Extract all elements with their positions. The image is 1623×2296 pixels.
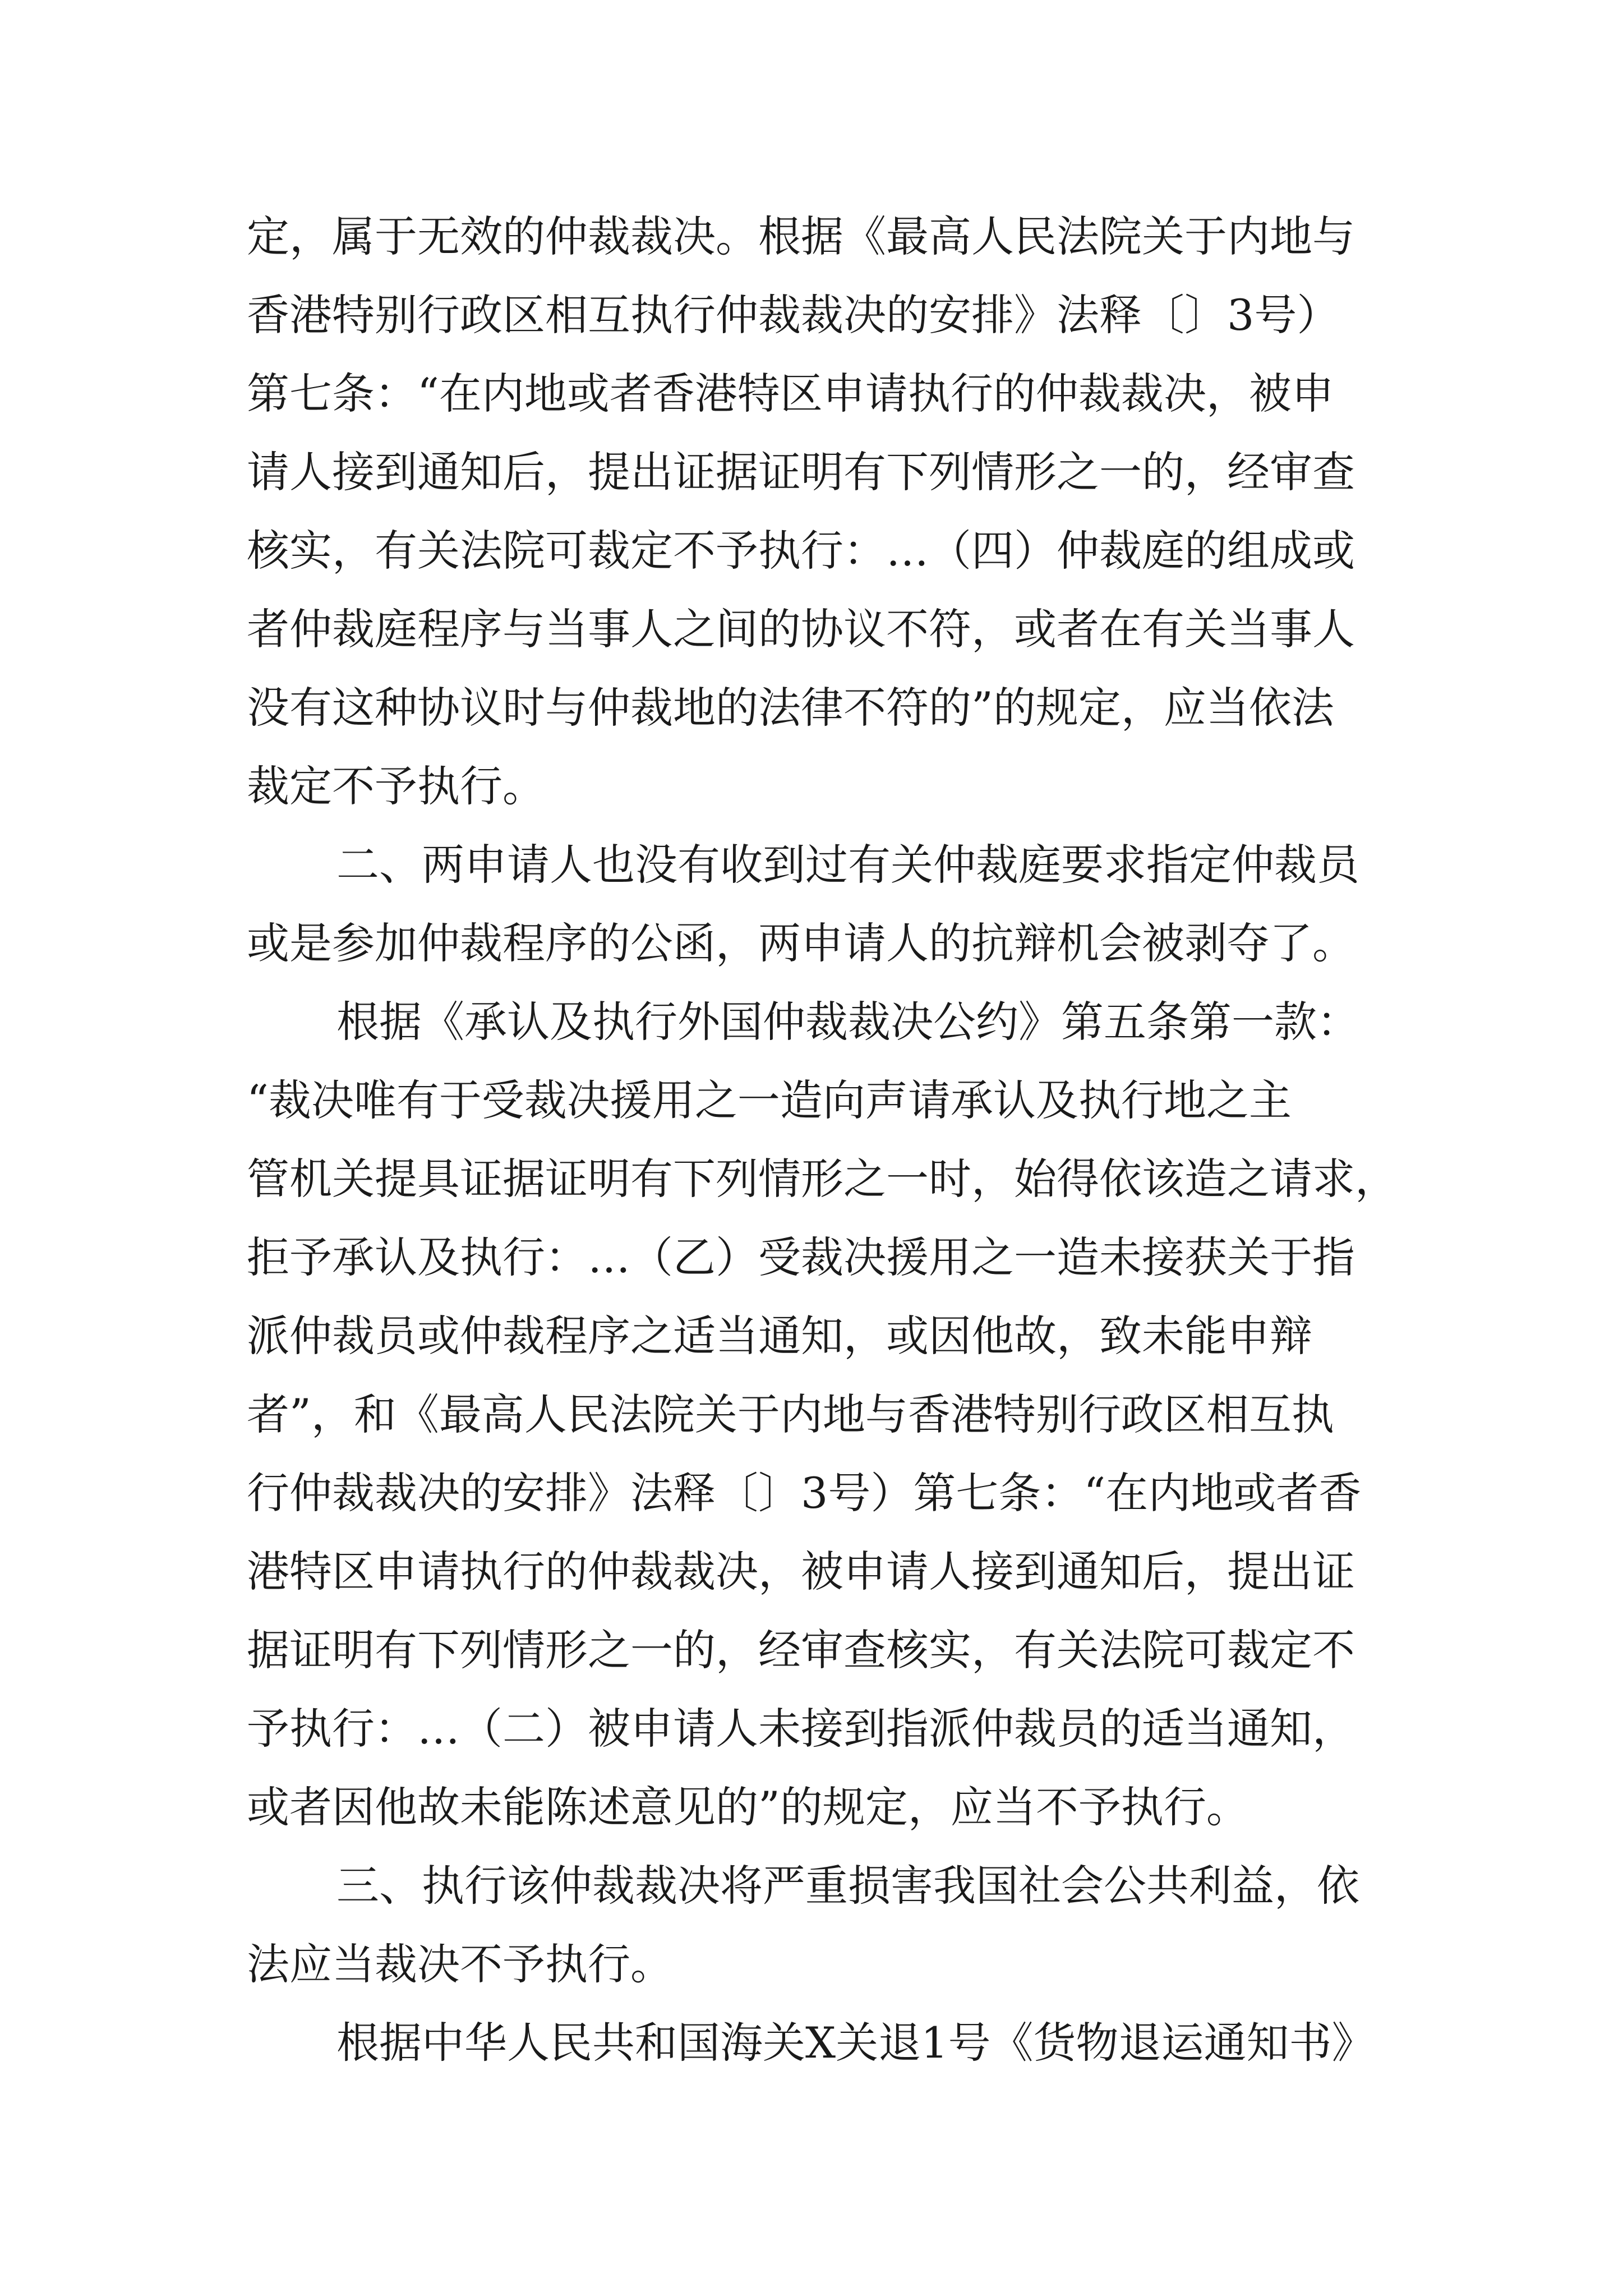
text-line: “裁决唯有于受裁决援用之一造向声请承认及执行地之主 [247,1075,1292,1125]
text-line: 管机关提具证据证明有下列情形之一时，始得依该造之请求， [247,1154,1398,1204]
text-line: 没有这种协议时与仲裁地的法律不符的”的规定，应当依法 [247,683,1334,733]
text-line: 行仲裁裁决的安排》法释〔〕3号）第七条：“在内地或者香 [247,1468,1362,1518]
paragraph-first-line: 根据《承认及执行外国仲裁裁决公约》第五条第一款： [336,997,1359,1047]
text-line: 请人接到通知后，提出证据证明有下列情形之一的，经审查 [247,447,1355,497]
text-line: 裁定不予执行。 [247,761,545,811]
text-line: 拒予承认及执行：…（乙）受裁决援用之一造未接获关于指 [247,1232,1355,1282]
text-line: 港特区申请执行的仲裁裁决，被申请人接到通知后，提出证 [247,1547,1355,1596]
text-line: 定，属于无效的仲裁裁决。根据《最高人民法院关于内地与 [247,211,1355,261]
paragraph-first-line: 二、两申请人也没有收到过有关仲裁庭要求指定仲裁员 [336,840,1359,890]
text-line: 予执行：…（二）被申请人未接到指派仲裁员的适当通知， [247,1704,1355,1754]
text-line: 或者因他故未能陈述意见的”的规定，应当不予执行。 [247,1782,1249,1832]
text-line: 香港特别行政区相互执行仲裁裁决的安排》法释〔〕3号） [247,290,1340,340]
text-line: 者仲裁庭程序与当事人之间的协议不符，或者在有关当事人 [247,604,1355,654]
text-line: 派仲裁员或仲裁程序之适当通知，或因他故，致未能申辩 [247,1311,1312,1361]
paragraph-first-line: 三、执行该仲裁裁决将严重损害我国社会公共利益，依 [336,1861,1359,1911]
text-line: 或是参加仲裁程序的公函，两申请人的抗辩机会被剥夺了。 [247,918,1355,968]
text-line: 据证明有下列情形之一的，经审查核实，有关法院可裁定不 [247,1625,1355,1675]
text-line: 法应当裁决不予执行。 [247,1939,673,1989]
paragraph-first-line: 根据中华人民共和国海关X关退1号《货物退运通知书》 [336,2018,1375,2068]
text-line: 者”，和《最高人民法院关于内地与香港特别行政区相互执 [247,1389,1334,1439]
text-line: 第七条：“在内地或者香港特区申请执行的仲裁裁决，被申 [247,369,1334,418]
text-line: 核实，有关法院可裁定不予执行：…（四）仲裁庭的组成或 [247,526,1355,576]
